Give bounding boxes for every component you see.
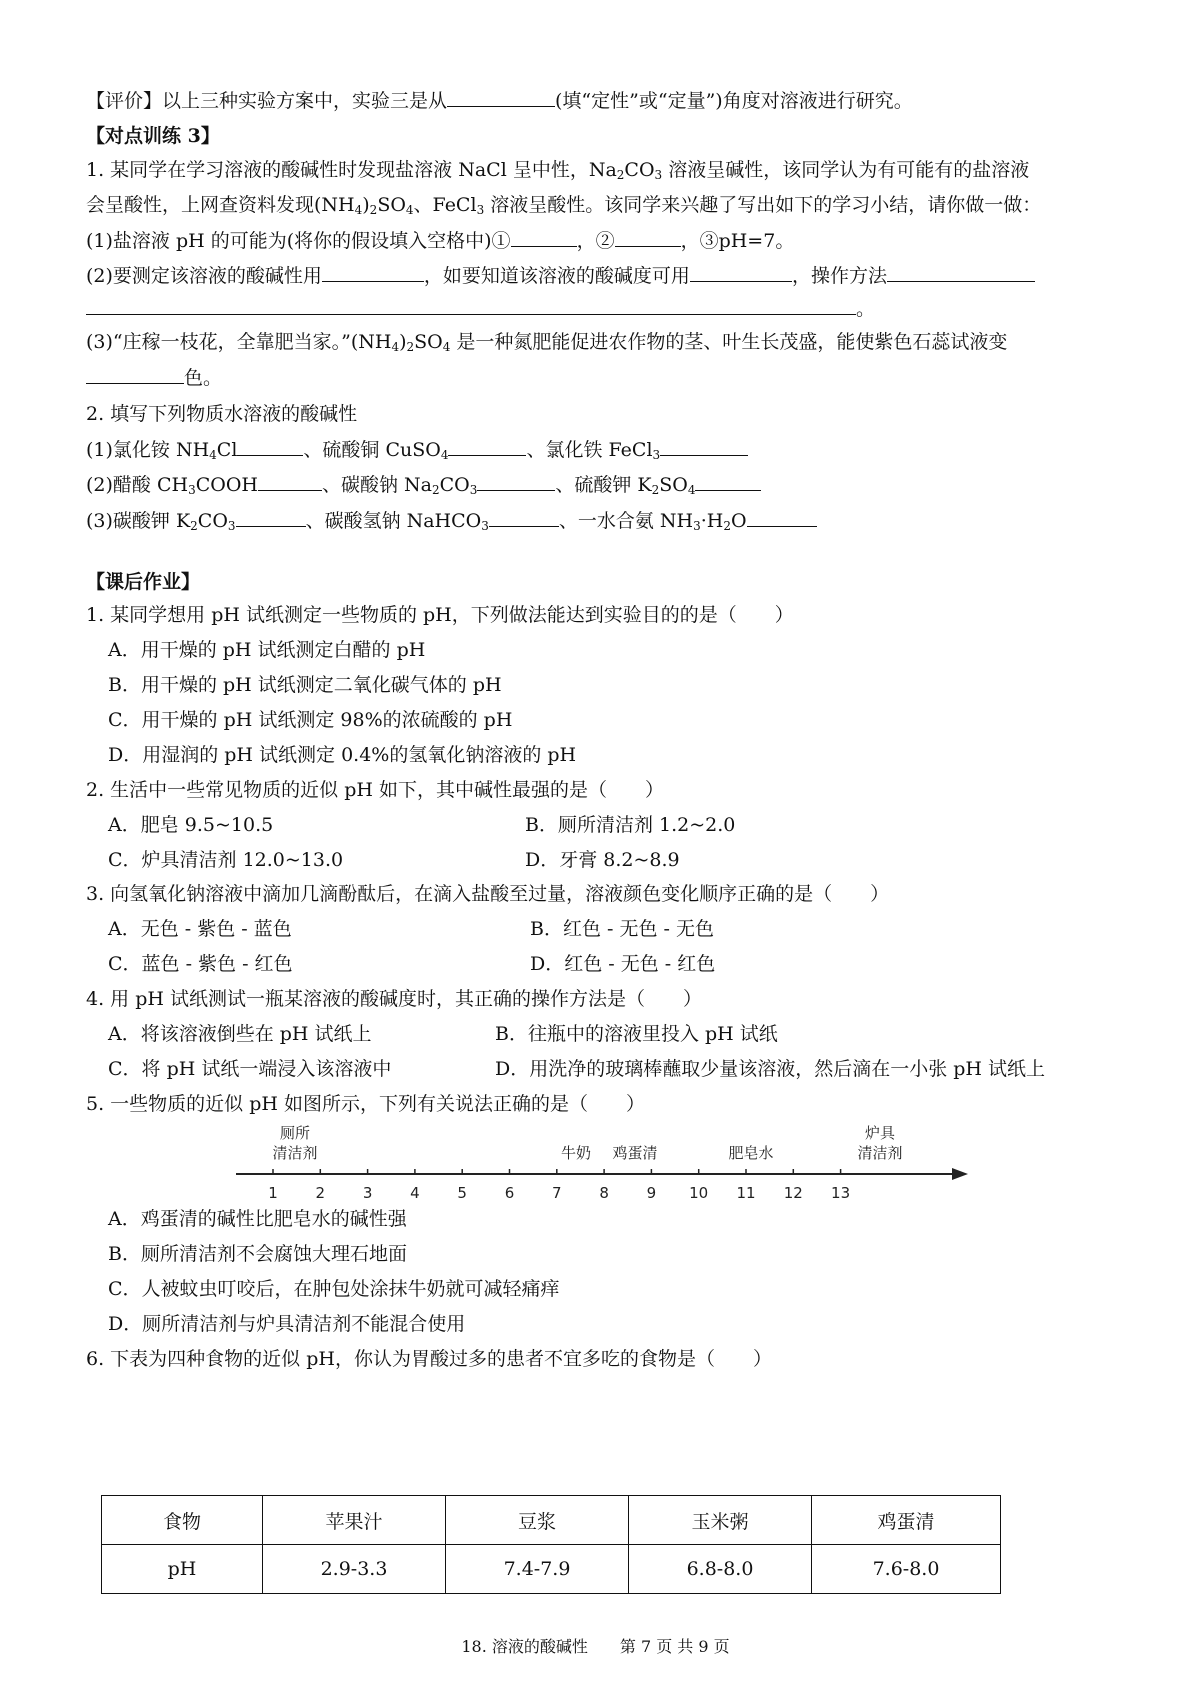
hw-q1-stem: 1. 某同学想用 pH 试纸测定一些物质的 pH，下列做法能达到实验目的的是（ ） xyxy=(86,604,794,626)
label-soap-water: 肥皂水 xyxy=(728,1144,774,1162)
answer-blank[interactable] xyxy=(322,263,424,282)
table-cell: 7.4-7.9 xyxy=(446,1545,629,1594)
hw-q5-stem: 5. 一些物质的近似 pH 如图所示，下列有关说法正确的是（ ） xyxy=(86,1093,645,1115)
table-cell: 苹果汁 xyxy=(263,1496,446,1545)
ph-axis-arrow xyxy=(952,1168,968,1180)
page-footer: 18. 溶液的酸碱性 第 7 页 共 9 页 xyxy=(461,1637,730,1656)
hw-q2-option-c[interactable]: C．炉具清洁剂 12.0~13.0 xyxy=(108,849,344,871)
answer-blank[interactable] xyxy=(236,508,306,527)
training3-q1-line2: 会呈酸性，上网查资料发现$(NH_4)_2SO_4$、FeCl$_3$ 溶液呈酸性。该同学来兴趣了写出如下的学习小结，请你做一做： xyxy=(86,194,1042,217)
hw-q6-stem: 6. 下表为四种食物的近似 pH，你认为胃酸过多的患者不宜多吃的食物是（ ） xyxy=(86,1348,772,1370)
ph-tick-label: 3 xyxy=(362,1184,373,1202)
food-ph-table xyxy=(101,1495,1001,1594)
hw-q5-option-b[interactable]: B．厕所清洁剂不会腐蚀大理石地面 xyxy=(108,1243,407,1265)
answer-blank[interactable] xyxy=(86,365,184,384)
answer-blank[interactable] xyxy=(237,437,303,456)
table-row xyxy=(102,1545,1001,1594)
ph-tick-label: 10 xyxy=(689,1184,709,1202)
evaluation-line xyxy=(86,88,913,113)
hw-q4-option-b[interactable]: B．往瓶中的溶液里投入 pH 试纸 xyxy=(495,1023,778,1045)
hw-q1-option-c[interactable]: C．用干燥的 pH 试纸测定 98%的浓硫酸的 pH xyxy=(108,709,513,731)
answer-blank[interactable] xyxy=(447,88,555,107)
hw-q2-stem: 2. 生活中一些常见物质的近似 pH 如下，其中碱性最强的是（ ） xyxy=(86,779,664,801)
table-cell: 豆浆 xyxy=(446,1496,629,1545)
table-cell: pH xyxy=(102,1545,263,1594)
training3-q2-row1: (1)氯化铵 $NH_4Cl$ 、硫酸铜 CuSO$_4$ 、氯化铁 FeCl$_3$ xyxy=(86,437,748,462)
hw-q3-option-d[interactable]: D．红色 - 无色 - 红色 xyxy=(530,953,716,975)
hw-q1-option-b[interactable]: B．用干燥的 pH 试纸测定二氧化碳气体的 pH xyxy=(108,674,502,696)
answer-blank[interactable] xyxy=(258,472,322,491)
hw-q5-option-d[interactable]: D．厕所清洁剂与炉具清洁剂不能混合使用 xyxy=(108,1313,466,1335)
table-cell: 7.6-8.0 xyxy=(812,1545,1001,1594)
evaluation-text: 【评价】以上三种实验方案中，实验三是从 xyxy=(86,90,448,112)
table-cell: 玉米粥 xyxy=(629,1496,812,1545)
answer-blank[interactable] xyxy=(489,508,559,527)
hw-q1-option-d[interactable]: D．用湿润的 pH 试纸测定 0.4%的氢氧化钠溶液的 pH xyxy=(108,744,577,766)
hw-q4-option-c[interactable]: C．将 pH 试纸一端浸入该溶液中 xyxy=(108,1058,392,1080)
training3-q1-part3: (3)“庄稼一枝花，全靠肥当家。$”(NH_4)_2SO_4$ 是一种氮肥能促进农作物的茎、叶生长茂盛，能使紫色石蕊试液变 xyxy=(86,331,1008,354)
training3-q1-part2-cont: 。 xyxy=(86,296,875,321)
answer-blank[interactable] xyxy=(887,263,1035,282)
table-cell: 6.8-8.0 xyxy=(629,1545,812,1594)
answer-blank[interactable] xyxy=(690,263,792,282)
ph-tick-label: 6 xyxy=(504,1184,515,1202)
label-milk: 牛奶 xyxy=(560,1144,592,1162)
homework-header: 【课后作业】 xyxy=(86,571,201,593)
training3-q1-line1: 1. 某同学在学习溶液的酸碱性时发现盐溶液 NaCl 呈中性，$Na_2CO_3$ 溶液呈碱性，该同学认为有可能有的盐溶液 xyxy=(86,159,1030,182)
ph-tick-label: 5 xyxy=(457,1184,467,1202)
ph-tick-label: 13 xyxy=(831,1184,851,1202)
training3-q2-row2: (2)醋酸 $CH_3COOH$ 、碳酸钠 $Na_2CO_3$ 、硫酸钾 $K_2SO_4$ xyxy=(86,472,761,497)
ph-scale-figure xyxy=(230,1122,970,1212)
ph-tick-label: 4 xyxy=(410,1184,420,1202)
ph-tick-label: 9 xyxy=(646,1184,657,1202)
evaluation-text-end: (填“定性”或“定量”)角度对溶液进行研究。 xyxy=(555,90,913,112)
ph-tick-label: 2 xyxy=(315,1184,326,1202)
table-header-row xyxy=(102,1496,1001,1545)
ph-tick-label: 12 xyxy=(783,1184,803,1202)
table-cell: 2.9-3.3 xyxy=(263,1545,446,1594)
label-egg-white: 鸡蛋清 xyxy=(612,1144,658,1162)
training3-q2-row3: (3)碳酸钾 $K_2CO_3$ 、碳酸氢钠 NaHCO$_3$ 、一水合氨 $NH_3\cdot H_2O$ xyxy=(86,508,817,533)
hw-q3-option-c[interactable]: C．蓝色 - 紫色 - 红色 xyxy=(108,953,293,975)
answer-blank[interactable] xyxy=(615,228,681,247)
hw-q3-stem: 3. 向氢氧化钠溶液中滴加几滴酚酞后，在滴入盐酸至过量，溶液颜色变化顺序正确的是（ ） xyxy=(86,883,890,905)
training3-q1-part1: (1)盐溶液 pH 的可能为(将你的假设填入空格中)① ，② ，③pH=7。 xyxy=(86,230,795,252)
answer-blank[interactable] xyxy=(695,472,761,491)
hw-q3-option-a[interactable]: A．无色 - 紫色 - 蓝色 xyxy=(108,918,292,940)
hw-q4-option-d[interactable]: D．用洗净的玻璃棒蘸取少量该溶液，然后滴在一小张 pH 试纸上 xyxy=(495,1058,1046,1080)
training3-q2-title: 2. 填写下列物质水溶液的酸碱性 xyxy=(86,403,358,425)
hw-q2-option-a[interactable]: A．肥皂 9.5~10.5 xyxy=(108,814,274,836)
answer-blank[interactable] xyxy=(448,437,526,456)
hw-q2-option-d[interactable]: D．牙膏 8.2~8.9 xyxy=(525,849,680,871)
ph-tick-label: 7 xyxy=(552,1184,562,1202)
hw-q2-option-b[interactable]: B．厕所清洁剂 1.2~2.0 xyxy=(525,814,736,836)
hw-q5-option-c[interactable]: C．人被蚊虫叮咬后，在肿包处涂抹牛奶就可减轻痛痒 xyxy=(108,1278,560,1300)
hw-q5-option-a[interactable]: A．鸡蛋清的碱性比肥皂水的碱性强 xyxy=(108,1208,407,1230)
label-toilet-cleaner-line1: 厕所 xyxy=(279,1124,311,1142)
answer-blank[interactable] xyxy=(477,472,555,491)
label-stove-cleaner-line1: 炉具 xyxy=(864,1124,896,1142)
answer-blank[interactable] xyxy=(86,296,856,315)
label-stove-cleaner-line2: 清洁剂 xyxy=(857,1144,903,1162)
hw-q4-option-a[interactable]: A．将该溶液倒些在 pH 试纸上 xyxy=(108,1023,372,1045)
answer-blank[interactable] xyxy=(747,508,817,527)
ph-tick-label: 8 xyxy=(599,1184,609,1202)
table-cell: 鸡蛋清 xyxy=(812,1496,1001,1545)
training3-q1-part2: (2)要测定该溶液的酸碱性用 ，如要知道该溶液的酸碱度可用 ，操作方法 xyxy=(86,263,1035,288)
hw-q1-option-a[interactable]: A．用干燥的 pH 试纸测定白醋的 pH xyxy=(108,639,426,661)
ph-tick-label: 1 xyxy=(268,1184,278,1202)
training3-header: 【对点训练 3】 xyxy=(86,125,220,147)
label-toilet-cleaner-line2: 清洁剂 xyxy=(272,1144,318,1162)
answer-blank[interactable] xyxy=(660,437,748,456)
ph-tick-label: 11 xyxy=(736,1184,756,1202)
hw-q4-stem: 4. 用 pH 试纸测试一瓶某溶液的酸碱度时，其正确的操作方法是（ ） xyxy=(86,988,702,1010)
table-cell: 食物 xyxy=(102,1496,263,1545)
training3-q1-part3-cont: 色。 xyxy=(86,365,222,390)
answer-blank[interactable] xyxy=(511,228,577,247)
hw-q3-option-b[interactable]: B．红色 - 无色 - 无色 xyxy=(530,918,714,940)
